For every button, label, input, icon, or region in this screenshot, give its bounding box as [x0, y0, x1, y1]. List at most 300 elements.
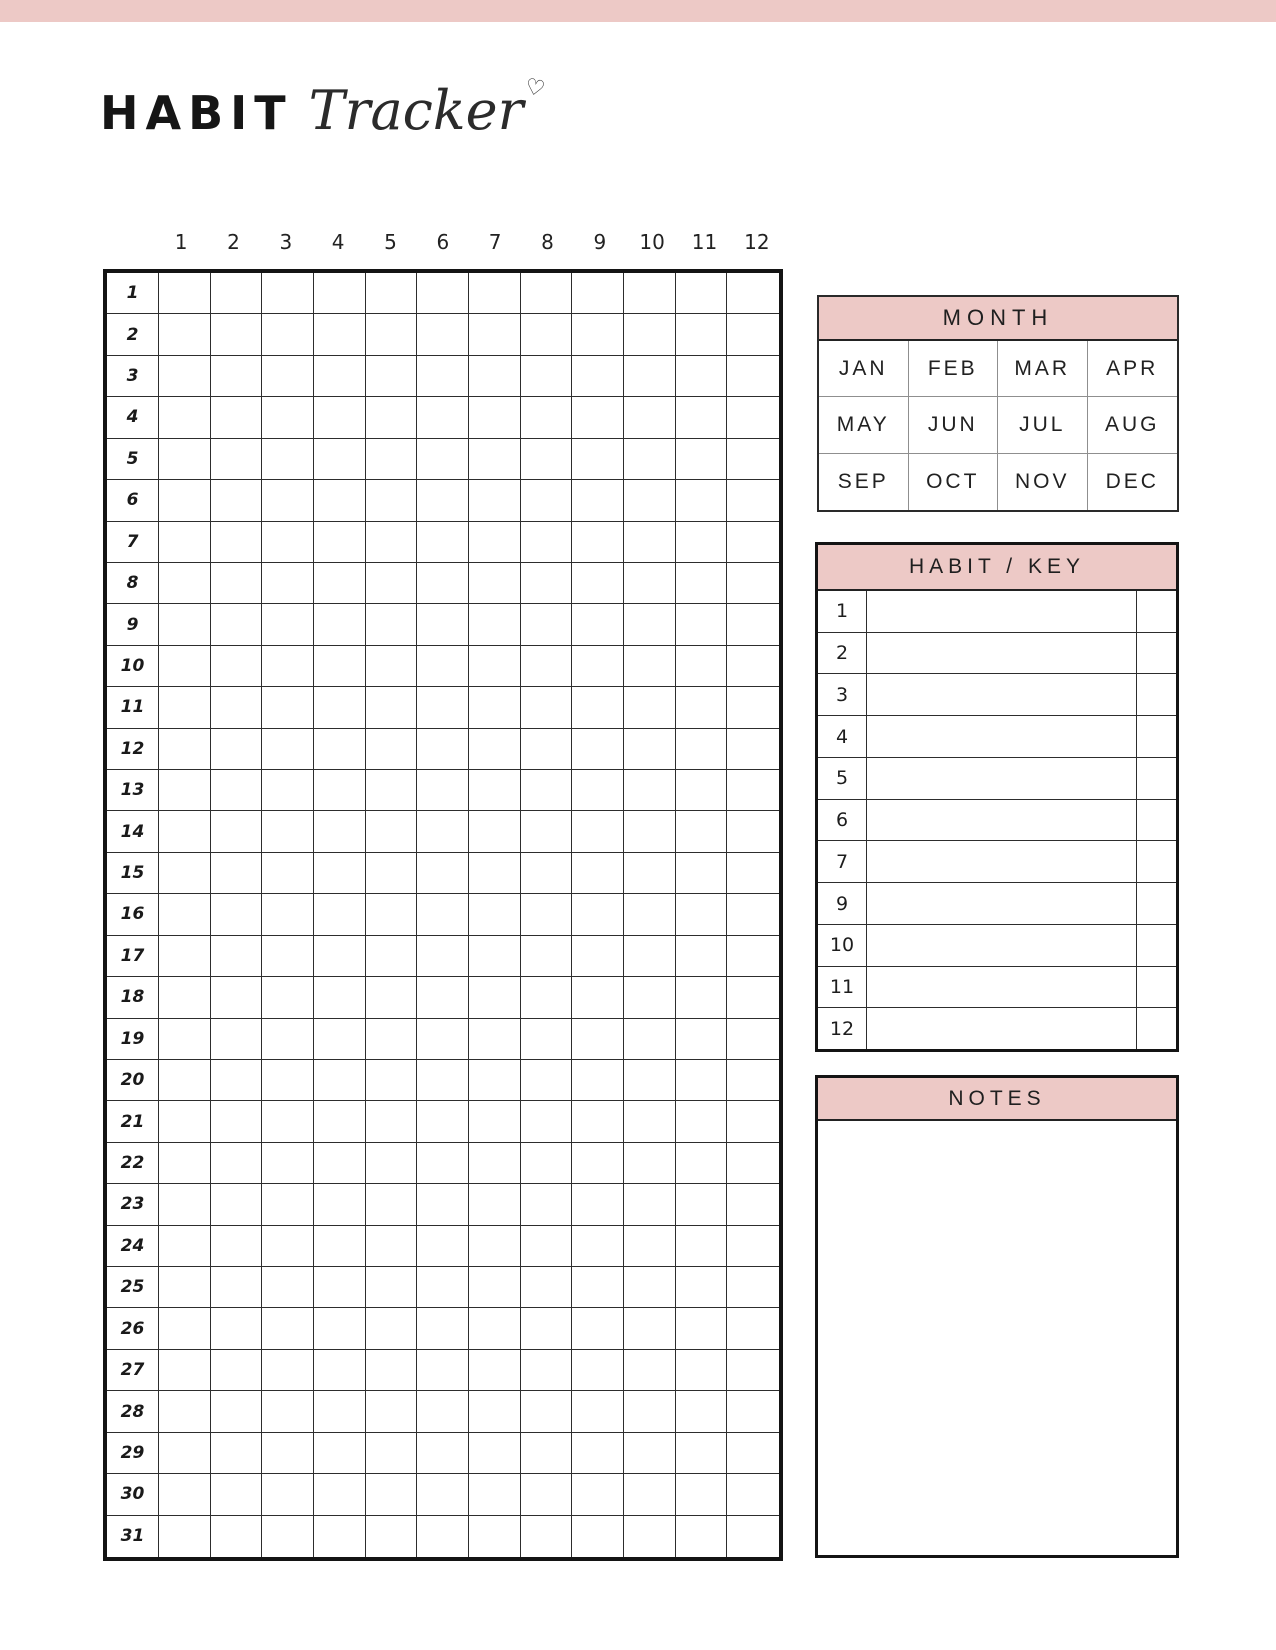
tracker-cell[interactable] — [676, 1019, 728, 1060]
tracker-cell[interactable] — [211, 1143, 263, 1184]
tracker-cell[interactable] — [676, 604, 728, 645]
tracker-cell[interactable] — [417, 894, 469, 935]
month-option-jan[interactable]: JAN — [819, 341, 909, 397]
month-option-sep[interactable]: SEP — [819, 454, 909, 510]
tracker-cell[interactable] — [572, 687, 624, 728]
tracker-cell[interactable] — [314, 1060, 366, 1101]
tracker-cell[interactable] — [521, 1143, 573, 1184]
habit-key-symbol-cell[interactable] — [1136, 883, 1176, 924]
tracker-cell[interactable] — [211, 1267, 263, 1308]
tracker-cell[interactable] — [211, 604, 263, 645]
tracker-cell[interactable] — [624, 1308, 676, 1349]
tracker-cell[interactable] — [262, 646, 314, 687]
tracker-cell[interactable] — [417, 1474, 469, 1515]
tracker-cell[interactable] — [262, 522, 314, 563]
tracker-cell[interactable] — [676, 397, 728, 438]
tracker-cell[interactable] — [366, 356, 418, 397]
tracker-cell[interactable] — [314, 853, 366, 894]
tracker-cell[interactable] — [676, 1101, 728, 1142]
tracker-cell[interactable] — [262, 894, 314, 935]
tracker-cell[interactable] — [521, 604, 573, 645]
tracker-cell[interactable] — [366, 604, 418, 645]
tracker-cell[interactable] — [469, 1184, 521, 1225]
tracker-cell[interactable] — [727, 1433, 779, 1474]
tracker-cell[interactable] — [521, 522, 573, 563]
tracker-cell[interactable] — [262, 1226, 314, 1267]
tracker-cell[interactable] — [676, 687, 728, 728]
tracker-cell[interactable] — [159, 811, 211, 852]
tracker-cell[interactable] — [469, 1267, 521, 1308]
tracker-cell[interactable] — [521, 1060, 573, 1101]
habit-key-symbol-cell[interactable] — [1136, 925, 1176, 966]
habit-key-symbol-cell[interactable] — [1136, 841, 1176, 882]
tracker-cell[interactable] — [314, 1308, 366, 1349]
tracker-cell[interactable] — [159, 397, 211, 438]
tracker-cell[interactable] — [159, 646, 211, 687]
tracker-cell[interactable] — [624, 1143, 676, 1184]
tracker-cell[interactable] — [572, 1019, 624, 1060]
tracker-cell[interactable] — [366, 1226, 418, 1267]
tracker-cell[interactable] — [572, 1267, 624, 1308]
tracker-cell[interactable] — [417, 770, 469, 811]
tracker-cell[interactable] — [314, 646, 366, 687]
tracker-cell[interactable] — [314, 977, 366, 1018]
tracker-cell[interactable] — [727, 439, 779, 480]
tracker-cell[interactable] — [521, 1226, 573, 1267]
tracker-cell[interactable] — [469, 936, 521, 977]
tracker-cell[interactable] — [159, 314, 211, 355]
tracker-cell[interactable] — [366, 687, 418, 728]
tracker-cell[interactable] — [211, 1350, 263, 1391]
tracker-cell[interactable] — [521, 273, 573, 314]
tracker-cell[interactable] — [417, 273, 469, 314]
tracker-cell[interactable] — [262, 1184, 314, 1225]
tracker-cell[interactable] — [159, 853, 211, 894]
tracker-cell[interactable] — [417, 397, 469, 438]
tracker-cell[interactable] — [366, 1019, 418, 1060]
tracker-cell[interactable] — [417, 1516, 469, 1557]
tracker-cell[interactable] — [624, 1516, 676, 1557]
tracker-cell[interactable] — [159, 356, 211, 397]
tracker-cell[interactable] — [159, 1143, 211, 1184]
tracker-cell[interactable] — [521, 936, 573, 977]
tracker-cell[interactable] — [676, 1516, 728, 1557]
tracker-cell[interactable] — [624, 1391, 676, 1432]
tracker-cell[interactable] — [727, 1474, 779, 1515]
tracker-cell[interactable] — [572, 1143, 624, 1184]
tracker-cell[interactable] — [417, 1101, 469, 1142]
tracker-cell[interactable] — [366, 646, 418, 687]
habit-key-symbol-cell[interactable] — [1136, 967, 1176, 1008]
tracker-cell[interactable] — [521, 397, 573, 438]
habit-name-field[interactable] — [866, 925, 1136, 966]
tracker-cell[interactable] — [366, 1391, 418, 1432]
tracker-cell[interactable] — [366, 1350, 418, 1391]
tracker-cell[interactable] — [417, 811, 469, 852]
tracker-cell[interactable] — [469, 480, 521, 521]
tracker-cell[interactable] — [572, 894, 624, 935]
tracker-cell[interactable] — [469, 273, 521, 314]
tracker-cell[interactable] — [262, 1350, 314, 1391]
tracker-cell[interactable] — [469, 1350, 521, 1391]
tracker-cell[interactable] — [314, 273, 366, 314]
tracker-cell[interactable] — [676, 853, 728, 894]
habit-name-field[interactable] — [866, 841, 1136, 882]
tracker-cell[interactable] — [262, 314, 314, 355]
tracker-cell[interactable] — [727, 1391, 779, 1432]
habit-key-symbol-cell[interactable] — [1136, 591, 1176, 632]
tracker-cell[interactable] — [262, 936, 314, 977]
tracker-cell[interactable] — [624, 397, 676, 438]
habit-key-symbol-cell[interactable] — [1136, 716, 1176, 757]
tracker-cell[interactable] — [572, 563, 624, 604]
tracker-cell[interactable] — [727, 811, 779, 852]
tracker-cell[interactable] — [469, 604, 521, 645]
tracker-cell[interactable] — [314, 1143, 366, 1184]
tracker-cell[interactable] — [417, 853, 469, 894]
tracker-cell[interactable] — [572, 936, 624, 977]
tracker-cell[interactable] — [211, 1474, 263, 1515]
tracker-cell[interactable] — [521, 1019, 573, 1060]
tracker-cell[interactable] — [262, 356, 314, 397]
tracker-cell[interactable] — [366, 894, 418, 935]
tracker-cell[interactable] — [211, 729, 263, 770]
tracker-cell[interactable] — [727, 356, 779, 397]
tracker-cell[interactable] — [211, 1516, 263, 1557]
tracker-cell[interactable] — [521, 356, 573, 397]
tracker-cell[interactable] — [417, 936, 469, 977]
tracker-cell[interactable] — [366, 1143, 418, 1184]
tracker-cell[interactable] — [676, 977, 728, 1018]
tracker-cell[interactable] — [572, 1101, 624, 1142]
tracker-cell[interactable] — [469, 397, 521, 438]
tracker-cell[interactable] — [211, 314, 263, 355]
tracker-cell[interactable] — [676, 729, 728, 770]
tracker-cell[interactable] — [676, 646, 728, 687]
tracker-cell[interactable] — [572, 770, 624, 811]
tracker-cell[interactable] — [366, 1308, 418, 1349]
tracker-cell[interactable] — [417, 480, 469, 521]
tracker-cell[interactable] — [262, 480, 314, 521]
tracker-cell[interactable] — [521, 853, 573, 894]
tracker-cell[interactable] — [262, 397, 314, 438]
tracker-cell[interactable] — [211, 853, 263, 894]
tracker-cell[interactable] — [262, 1474, 314, 1515]
tracker-cell[interactable] — [676, 522, 728, 563]
tracker-cell[interactable] — [211, 1101, 263, 1142]
habit-key-symbol-cell[interactable] — [1136, 674, 1176, 715]
tracker-cell[interactable] — [211, 977, 263, 1018]
tracker-cell[interactable] — [469, 1226, 521, 1267]
tracker-cell[interactable] — [572, 1060, 624, 1101]
month-option-oct[interactable]: OCT — [909, 454, 999, 510]
tracker-cell[interactable] — [624, 977, 676, 1018]
habit-name-field[interactable] — [866, 1008, 1136, 1049]
tracker-cell[interactable] — [262, 1143, 314, 1184]
tracker-cell[interactable] — [314, 604, 366, 645]
tracker-cell[interactable] — [262, 687, 314, 728]
habit-key-symbol-cell[interactable] — [1136, 1008, 1176, 1049]
tracker-cell[interactable] — [314, 770, 366, 811]
tracker-cell[interactable] — [417, 1267, 469, 1308]
tracker-cell[interactable] — [727, 853, 779, 894]
tracker-cell[interactable] — [314, 687, 366, 728]
tracker-cell[interactable] — [469, 853, 521, 894]
tracker-cell[interactable] — [262, 439, 314, 480]
month-option-feb[interactable]: FEB — [909, 341, 999, 397]
tracker-cell[interactable] — [727, 1350, 779, 1391]
tracker-cell[interactable] — [262, 604, 314, 645]
tracker-cell[interactable] — [262, 1060, 314, 1101]
tracker-cell[interactable] — [727, 646, 779, 687]
tracker-cell[interactable] — [211, 1391, 263, 1432]
tracker-cell[interactable] — [211, 811, 263, 852]
tracker-cell[interactable] — [572, 273, 624, 314]
tracker-cell[interactable] — [262, 1433, 314, 1474]
tracker-cell[interactable] — [262, 770, 314, 811]
tracker-cell[interactable] — [366, 1184, 418, 1225]
tracker-cell[interactable] — [727, 1308, 779, 1349]
tracker-cell[interactable] — [417, 522, 469, 563]
tracker-cell[interactable] — [572, 729, 624, 770]
tracker-cell[interactable] — [159, 480, 211, 521]
month-option-nov[interactable]: NOV — [998, 454, 1088, 510]
tracker-cell[interactable] — [676, 480, 728, 521]
tracker-cell[interactable] — [676, 1060, 728, 1101]
tracker-cell[interactable] — [417, 977, 469, 1018]
habit-key-symbol-cell[interactable] — [1136, 800, 1176, 841]
tracker-cell[interactable] — [314, 356, 366, 397]
tracker-cell[interactable] — [727, 604, 779, 645]
tracker-cell[interactable] — [314, 522, 366, 563]
tracker-cell[interactable] — [624, 1060, 676, 1101]
tracker-cell[interactable] — [314, 1350, 366, 1391]
tracker-cell[interactable] — [366, 936, 418, 977]
tracker-cell[interactable] — [211, 522, 263, 563]
tracker-cell[interactable] — [159, 439, 211, 480]
tracker-cell[interactable] — [314, 1433, 366, 1474]
tracker-cell[interactable] — [314, 1019, 366, 1060]
tracker-cell[interactable] — [262, 1516, 314, 1557]
tracker-cell[interactable] — [676, 314, 728, 355]
tracker-cell[interactable] — [159, 1350, 211, 1391]
habit-name-field[interactable] — [866, 758, 1136, 799]
tracker-cell[interactable] — [676, 1474, 728, 1515]
tracker-cell[interactable] — [366, 522, 418, 563]
tracker-cell[interactable] — [211, 1019, 263, 1060]
tracker-cell[interactable] — [417, 1060, 469, 1101]
tracker-cell[interactable] — [366, 729, 418, 770]
tracker-cell[interactable] — [159, 1267, 211, 1308]
tracker-cell[interactable] — [676, 273, 728, 314]
tracker-cell[interactable] — [624, 770, 676, 811]
tracker-cell[interactable] — [572, 397, 624, 438]
tracker-cell[interactable] — [211, 356, 263, 397]
tracker-cell[interactable] — [469, 563, 521, 604]
tracker-cell[interactable] — [262, 977, 314, 1018]
tracker-cell[interactable] — [521, 563, 573, 604]
tracker-cell[interactable] — [469, 1391, 521, 1432]
tracker-cell[interactable] — [211, 397, 263, 438]
month-option-dec[interactable]: DEC — [1105, 469, 1159, 493]
tracker-cell[interactable] — [211, 894, 263, 935]
tracker-cell[interactable] — [211, 563, 263, 604]
tracker-cell[interactable] — [572, 1433, 624, 1474]
tracker-cell[interactable] — [676, 1184, 728, 1225]
tracker-cell[interactable] — [624, 1184, 676, 1225]
tracker-cell[interactable] — [262, 563, 314, 604]
tracker-cell[interactable] — [469, 770, 521, 811]
tracker-cell[interactable] — [314, 1267, 366, 1308]
tracker-cell[interactable] — [572, 1474, 624, 1515]
tracker-cell[interactable] — [469, 646, 521, 687]
tracker-cell[interactable] — [521, 977, 573, 1018]
tracker-cell[interactable] — [521, 1101, 573, 1142]
tracker-cell[interactable] — [624, 1101, 676, 1142]
tracker-cell[interactable] — [676, 1433, 728, 1474]
tracker-cell[interactable] — [727, 770, 779, 811]
tracker-cell[interactable] — [727, 1019, 779, 1060]
tracker-cell[interactable] — [417, 646, 469, 687]
tracker-cell[interactable] — [314, 1101, 366, 1142]
tracker-cell[interactable] — [624, 273, 676, 314]
tracker-cell[interactable] — [211, 1433, 263, 1474]
tracker-cell[interactable] — [624, 811, 676, 852]
habit-name-field[interactable] — [866, 800, 1136, 841]
tracker-cell[interactable] — [211, 770, 263, 811]
tracker-cell[interactable] — [624, 1267, 676, 1308]
month-option-mar[interactable]: MAR — [998, 341, 1088, 397]
tracker-cell[interactable] — [314, 811, 366, 852]
tracker-cell[interactable] — [159, 1516, 211, 1557]
tracker-cell[interactable] — [624, 1433, 676, 1474]
tracker-cell[interactable] — [262, 853, 314, 894]
tracker-cell[interactable] — [572, 604, 624, 645]
tracker-cell[interactable] — [262, 729, 314, 770]
habit-name-field[interactable] — [866, 591, 1136, 632]
tracker-cell[interactable] — [521, 1184, 573, 1225]
tracker-cell[interactable] — [624, 522, 676, 563]
tracker-cell[interactable] — [314, 480, 366, 521]
habit-key-symbol-cell[interactable] — [1136, 758, 1176, 799]
tracker-cell[interactable] — [159, 563, 211, 604]
tracker-cell[interactable] — [572, 1226, 624, 1267]
tracker-cell[interactable] — [727, 1101, 779, 1142]
tracker-cell[interactable] — [676, 1391, 728, 1432]
tracker-cell[interactable] — [211, 439, 263, 480]
tracker-cell[interactable] — [572, 522, 624, 563]
tracker-cell[interactable] — [469, 1060, 521, 1101]
tracker-cell[interactable] — [572, 1350, 624, 1391]
tracker-cell[interactable] — [417, 1433, 469, 1474]
tracker-cell[interactable] — [521, 1516, 573, 1557]
notes-writing-area[interactable] — [818, 1121, 1176, 1555]
tracker-cell[interactable] — [572, 1184, 624, 1225]
tracker-cell[interactable] — [624, 1474, 676, 1515]
tracker-cell[interactable] — [366, 273, 418, 314]
tracker-cell[interactable] — [366, 397, 418, 438]
tracker-cell[interactable] — [676, 1308, 728, 1349]
tracker-cell[interactable] — [159, 1226, 211, 1267]
tracker-cell[interactable] — [159, 687, 211, 728]
tracker-cell[interactable] — [572, 811, 624, 852]
tracker-cell[interactable] — [417, 1391, 469, 1432]
tracker-cell[interactable] — [572, 977, 624, 1018]
tracker-cell[interactable] — [159, 977, 211, 1018]
tracker-cell[interactable] — [417, 1350, 469, 1391]
tracker-cell[interactable] — [262, 1267, 314, 1308]
tracker-cell[interactable] — [314, 729, 366, 770]
tracker-cell[interactable] — [727, 1060, 779, 1101]
habit-name-field[interactable] — [866, 967, 1136, 1008]
tracker-cell[interactable] — [521, 1474, 573, 1515]
tracker-cell[interactable] — [727, 273, 779, 314]
tracker-cell[interactable] — [624, 1226, 676, 1267]
tracker-cell[interactable] — [211, 1060, 263, 1101]
tracker-cell[interactable] — [314, 397, 366, 438]
month-option-may[interactable]: MAY — [819, 397, 909, 453]
tracker-cell[interactable] — [469, 1019, 521, 1060]
tracker-cell[interactable] — [727, 522, 779, 563]
tracker-cell[interactable] — [727, 1184, 779, 1225]
tracker-cell[interactable] — [159, 1474, 211, 1515]
tracker-cell[interactable] — [417, 1308, 469, 1349]
tracker-cell[interactable] — [366, 314, 418, 355]
tracker-cell[interactable] — [417, 1143, 469, 1184]
tracker-cell[interactable] — [314, 439, 366, 480]
tracker-cell[interactable] — [572, 1516, 624, 1557]
tracker-cell[interactable] — [417, 1019, 469, 1060]
tracker-cell[interactable] — [366, 1267, 418, 1308]
tracker-cell[interactable] — [572, 480, 624, 521]
tracker-cell[interactable] — [366, 480, 418, 521]
tracker-cell[interactable] — [366, 977, 418, 1018]
tracker-cell[interactable] — [521, 314, 573, 355]
tracker-cell[interactable] — [159, 273, 211, 314]
tracker-cell[interactable] — [572, 853, 624, 894]
tracker-cell[interactable] — [624, 853, 676, 894]
tracker-cell[interactable] — [727, 397, 779, 438]
tracker-cell[interactable] — [366, 439, 418, 480]
tracker-cell[interactable] — [366, 770, 418, 811]
tracker-cell[interactable] — [676, 563, 728, 604]
tracker-cell[interactable] — [159, 1101, 211, 1142]
tracker-cell[interactable] — [624, 439, 676, 480]
tracker-cell[interactable] — [211, 1184, 263, 1225]
tracker-cell[interactable] — [366, 1433, 418, 1474]
tracker-cell[interactable] — [727, 894, 779, 935]
habit-name-field[interactable] — [866, 716, 1136, 757]
tracker-cell[interactable] — [624, 1019, 676, 1060]
tracker-cell[interactable] — [572, 439, 624, 480]
tracker-cell[interactable] — [159, 604, 211, 645]
tracker-cell[interactable] — [624, 894, 676, 935]
tracker-cell[interactable] — [314, 894, 366, 935]
tracker-cell[interactable] — [366, 811, 418, 852]
tracker-cell[interactable] — [727, 1516, 779, 1557]
tracker-cell[interactable] — [676, 1226, 728, 1267]
tracker-cell[interactable] — [314, 1184, 366, 1225]
tracker-cell[interactable] — [572, 646, 624, 687]
tracker-cell[interactable] — [159, 1019, 211, 1060]
tracker-cell[interactable] — [314, 314, 366, 355]
tracker-cell[interactable] — [262, 273, 314, 314]
tracker-cell[interactable] — [211, 480, 263, 521]
tracker-cell[interactable] — [676, 770, 728, 811]
tracker-cell[interactable] — [469, 729, 521, 770]
tracker-cell[interactable] — [417, 1184, 469, 1225]
month-option-jul[interactable]: JUL — [998, 397, 1088, 453]
